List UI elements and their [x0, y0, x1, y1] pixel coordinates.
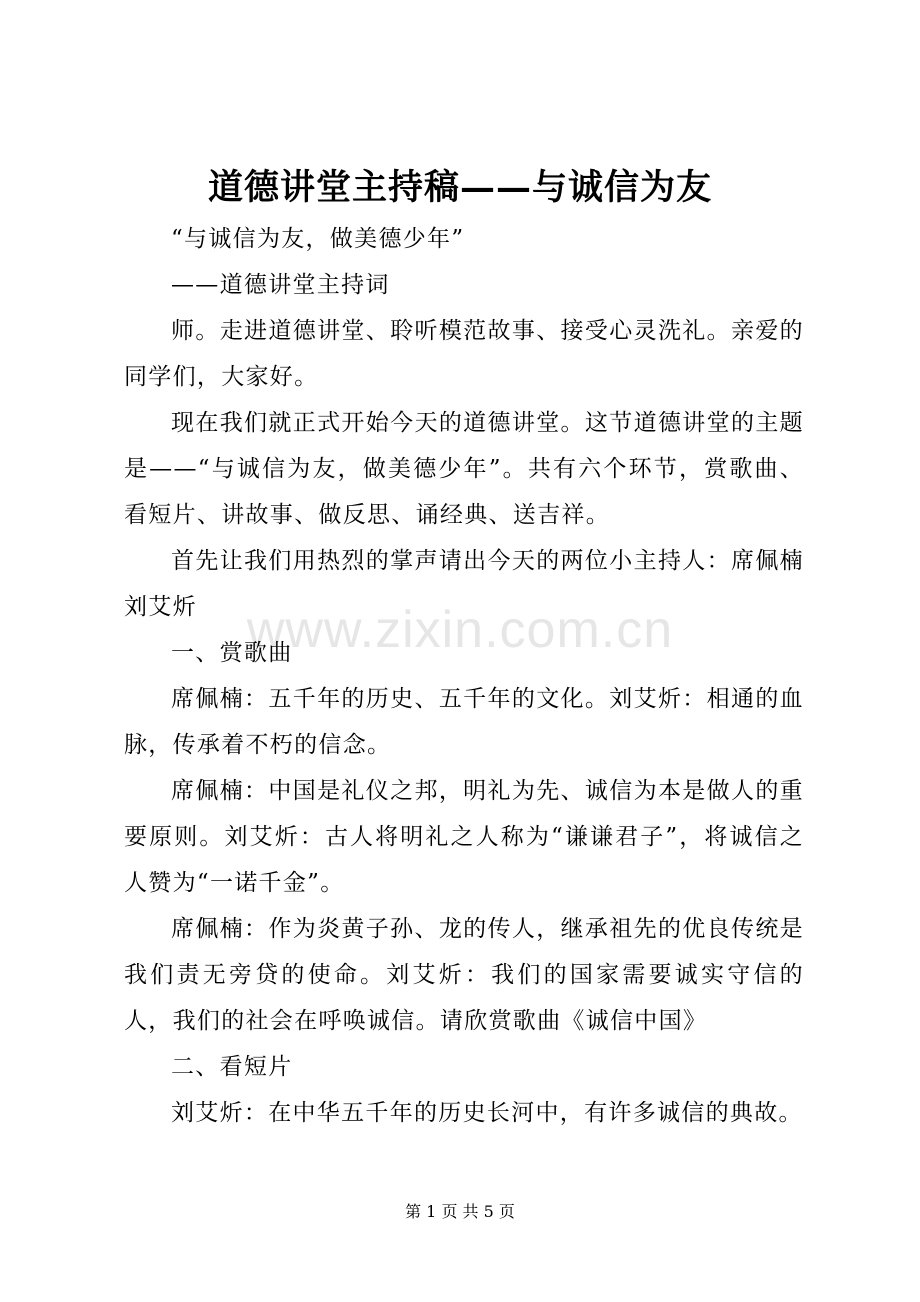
paragraph-slogan: “与诚信为友，做美德少年”: [171, 226, 465, 252]
paragraph-dialogue-3: 席佩楠：作为炎黄子孙、龙的传人，继承祖先的优良传统是我们责无旁贷的使命。刘艾炘：我们的国家需要诚实守信的人，我们的社会在呼唤诚信。请欣赏歌曲《诚信中国》: [124, 916, 804, 1034]
paragraph-dialogue-2: 席佩楠：中国是礼仪之邦，明礼为先、诚信为本是做人的重要原则。刘艾炘：古人将明礼之人称为“谦谦君子”，将诚信之人赞为“一诺千金”。: [124, 778, 804, 896]
document-body: [124, 216, 804, 1136]
paragraph-hosts: 首先让我们用热烈的掌声请出今天的两位小主持人：席佩楠 刘艾炘: [124, 548, 804, 620]
paragraph-dialogue-4: 刘艾炘：在中华五千年的历史长河中，有许多诚信的典故。: [171, 1100, 803, 1126]
document-title: 道德讲堂主持稿——与诚信为友: [207, 167, 712, 208]
paragraph-greeting: 师。走进道德讲堂、聆听模范故事、接受心灵洗礼。亲爱的同学们，大家好。: [124, 318, 804, 390]
page-footer: 第 1 页 共 5 页: [405, 1202, 515, 1221]
paragraph-dialogue-1: 席佩楠：五千年的历史、五千年的文化。刘艾炘：相通的血脉，传承着不朽的信念。: [124, 686, 804, 758]
paragraph-subtitle: ——道德讲堂主持词: [171, 272, 390, 298]
paragraph-theme: 现在我们就正式开始今天的道德讲堂。这节道德讲堂的主题是——“与诚信为友，做美德少年”。共有六个环节，赏歌曲、看短片、讲故事、做反思、诵经典、送吉祥。: [124, 410, 804, 528]
watermark: www.zixin.com.cn: [246, 601, 674, 659]
section-heading-songs: 一、赏歌曲: [171, 640, 293, 666]
section-heading-films: 二、看短片: [171, 1054, 293, 1080]
